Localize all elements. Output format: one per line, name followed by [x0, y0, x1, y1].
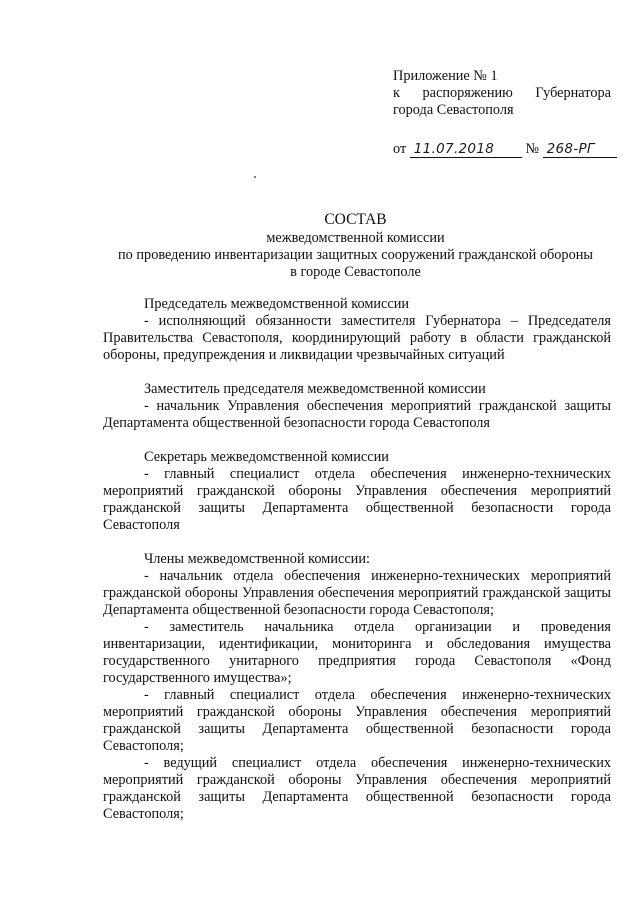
chairman-text: - исполняющий обязанности заместителя Губернатора – Председателя Правительства Севастополя, координирующий работу в области гражданской обороны, предупреждения и ликвидации чрезвычайных ситуаций	[103, 313, 611, 363]
deputy-heading: Заместитель председателя межведомственной комиссии	[144, 381, 486, 397]
chairman-section	[103, 296, 611, 364]
title-block	[100, 210, 611, 281]
scan-speck	[254, 176, 256, 178]
members-heading: Члены межведомственной комиссии:	[144, 551, 370, 567]
members-section	[103, 551, 611, 823]
chairman-heading: Председатель межведомственной комиссии	[144, 296, 410, 312]
list-item: - заместитель начальника отдела организации и проведения инвентаризации, идентификации, мониторинга и обследования имущества государственного унитарного предприятия города Севастополя «Фонд государственного имущества»;	[103, 619, 611, 686]
title-line-2: по проведению инвентаризации защитных сооружений гражданской обороны	[118, 247, 593, 263]
appendix-block	[393, 68, 611, 119]
list-item: - начальник отдела обеспечения инженерно-технических мероприятий гражданской обороны Управления обеспечения мероприятий гражданской защиты Департамента общественной безопасности города Севастополя;	[103, 568, 611, 618]
secretary-section	[103, 449, 611, 534]
secretary-text: - главный специалист отдела обеспечения инженерно-технических мероприятий гражданской обороны Управления обеспечения мероприятий гражданской защиты Департамента общественной безопасности города Севастополя	[103, 466, 611, 533]
deputy-section	[103, 381, 611, 432]
deputy-text: - начальник Управления обеспечения мероприятий гражданской защиты Департамента общественной безопасности города Севастополя	[103, 398, 611, 431]
appendix-title: Приложение № 1	[393, 68, 498, 84]
title-line-3: в городе Севастополе	[290, 264, 421, 280]
appendix-city: города Севастополя	[393, 102, 514, 118]
decree-number: 268-РГ	[546, 141, 595, 157]
list-item: - главный специалист отдела обеспечения инженерно-технических мероприятий гражданской обороны Управления обеспечения мероприятий гражданской защиты Департамента общественной безопасности города Севастополя;	[103, 687, 611, 754]
decree-date-number	[393, 141, 611, 158]
decree-date-field	[410, 142, 522, 158]
secretary-heading: Секретарь межведомственной комиссии	[144, 449, 389, 465]
decree-date: 11.07.2018	[413, 141, 495, 157]
document-body	[103, 296, 611, 823]
title-line-1: межведомственной комиссии	[266, 230, 445, 246]
number-label: №	[525, 141, 540, 157]
from-label: от	[393, 141, 407, 157]
appendix-decree-ref: к распоряжению Губернатора	[393, 85, 611, 101]
decree-number-field	[543, 142, 617, 158]
title-heading: СОСТАВ	[324, 211, 387, 228]
list-item: - ведущий специалист отдела обеспечения инженерно-технических мероприятий гражданской обороны Управления обеспечения мероприятий гражданской защиты Департамента общественной безопасности города Севастополя;	[103, 755, 611, 822]
